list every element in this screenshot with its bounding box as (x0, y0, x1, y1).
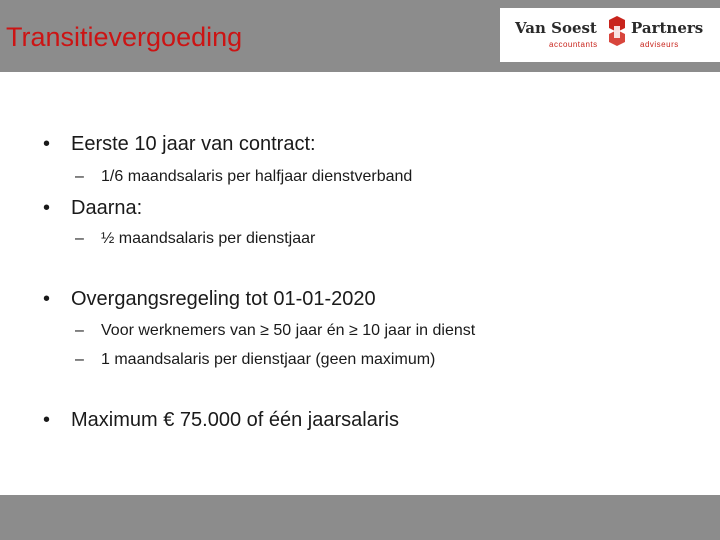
bullet-symbol: • (43, 409, 51, 431)
sub-bullet-text: 1 maandsalaris per dienstjaar (geen maximum) (101, 351, 436, 368)
bullet-symbol: • (43, 197, 51, 219)
logo-sub-right: adviseurs (640, 40, 679, 49)
sub-bullet-symbol: – (75, 322, 84, 339)
sub-bullet-symbol: – (75, 168, 84, 185)
sub-bullet-symbol: – (75, 230, 84, 247)
logo-name-left: Van Soest (515, 19, 597, 37)
bullet-text: Maximum € 75.000 of één jaarsalaris (71, 409, 399, 431)
sub-bullet-symbol: – (75, 351, 84, 368)
logo-sub-left: accountants (549, 40, 598, 49)
logo-name-right: Partners (631, 19, 704, 37)
sub-bullet-text: ½ maandsalaris per dienstjaar (101, 230, 316, 247)
slide-title: Transitievergoeding (6, 22, 243, 52)
sub-bullet-text: Voor werknemers van ≥ 50 jaar én ≥ 10 jaar in dienst (101, 322, 476, 339)
company-logo (500, 8, 720, 62)
bullet-text: Eerste 10 jaar van contract: (71, 133, 316, 155)
logo-mark-icon (605, 16, 629, 50)
sub-bullet-text: 1/6 maandsalaris per halfjaar dienstverband (101, 168, 413, 185)
footer-band (0, 495, 720, 540)
bullet-text: Overgangsregeling tot 01-01-2020 (71, 288, 376, 310)
bullet-symbol: • (43, 133, 51, 155)
bullet-text: Daarna: (71, 197, 143, 219)
bullet-symbol: • (43, 288, 51, 310)
